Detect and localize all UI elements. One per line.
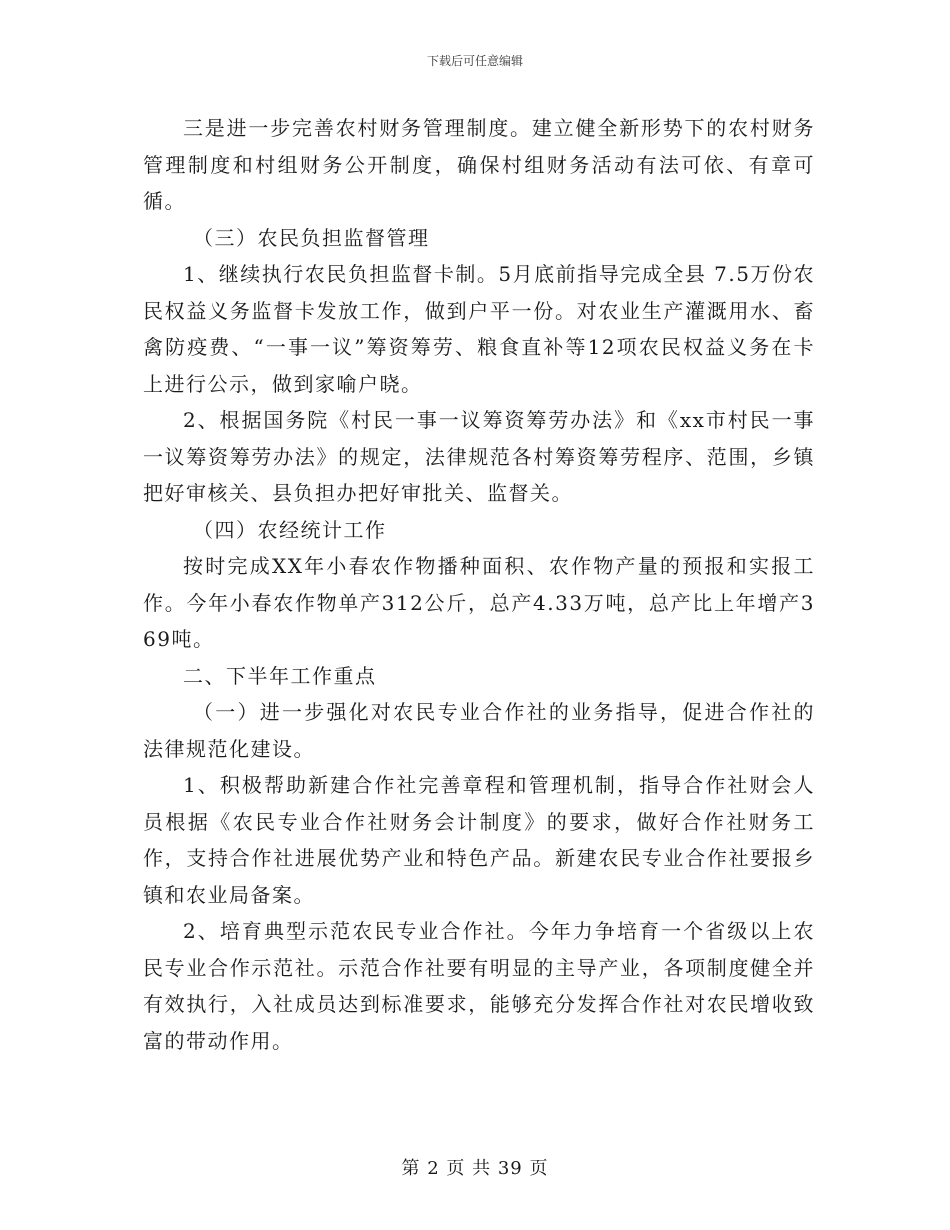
page-header: 下载后可任意编辑 <box>426 54 523 68</box>
paragraph-fundraising-rules: 2、根据国务院《村民一事一议筹资筹劳办法》和《xx市村民一事一议筹资筹劳办法》的规定，法律规范各村筹资筹劳程序、范围，乡镇把好审核关、县负担办把好审批关、监督关。 <box>143 408 815 505</box>
heading-statistics: （四）农经统计工作 <box>193 517 387 542</box>
paragraph-supervision-card: 1、继续执行农民负担监督卡制。5月底前指导完成全县 7.5万份农民权益义务监督卡发放工作，做到户平一份。对农业生产灌溉用水、畜禽防疫费、“一事一议”筹资筹劳、粮食直补等12项农民权益义务在卡上进行公示，做到家喻户晓。 <box>143 262 815 396</box>
paragraph-cooperative-guidance: （一）进一步强化对农民专业合作社的业务指导，促进合作社的法律规范化建设。 <box>143 700 815 761</box>
paragraph-new-cooperatives: 1、积极帮助新建合作社完善章程和管理机制，指导合作社财会人员根据《农民专业合作社财务会计制度》的要求，做好合作社财务工作，支持合作社进展优势产业和特色产品。新建农民专业合作社要报乡镇和农业局备案。 <box>143 773 815 907</box>
paragraph-finance-system: 三是进一步完善农村财务管理制度。建立健全新形势下的农村财务管理制度和村组财务公开制度，确保村组财务活动有法可依、有章可循。 <box>143 116 815 213</box>
heading-burden-supervision: （三）农民负担监督管理 <box>193 225 430 250</box>
paragraph-statistics: 按时完成XX年小春农作物播种面积、农作物产量的预报和实报工作。今年小春农作物单产312公斤，总产4.33万吨，总产比上年增产369吨。 <box>143 554 815 651</box>
paragraph-demonstration-cooperatives: 2、培育典型示范农民专业合作社。今年力争培育一个省级以上农民专业合作示范社。示范合作社要有明显的主导产业，各项制度健全并有效执行，入社成员达到标准要求，能够充分发挥合作社对农民增收致富的带动作用。 <box>143 919 815 1053</box>
document-body <box>143 110 815 1059</box>
page-number-footer: 第 2 页 共 39 页 <box>401 1158 549 1179</box>
heading-second-half-priorities: 二、下半年工作重点 <box>183 663 377 688</box>
